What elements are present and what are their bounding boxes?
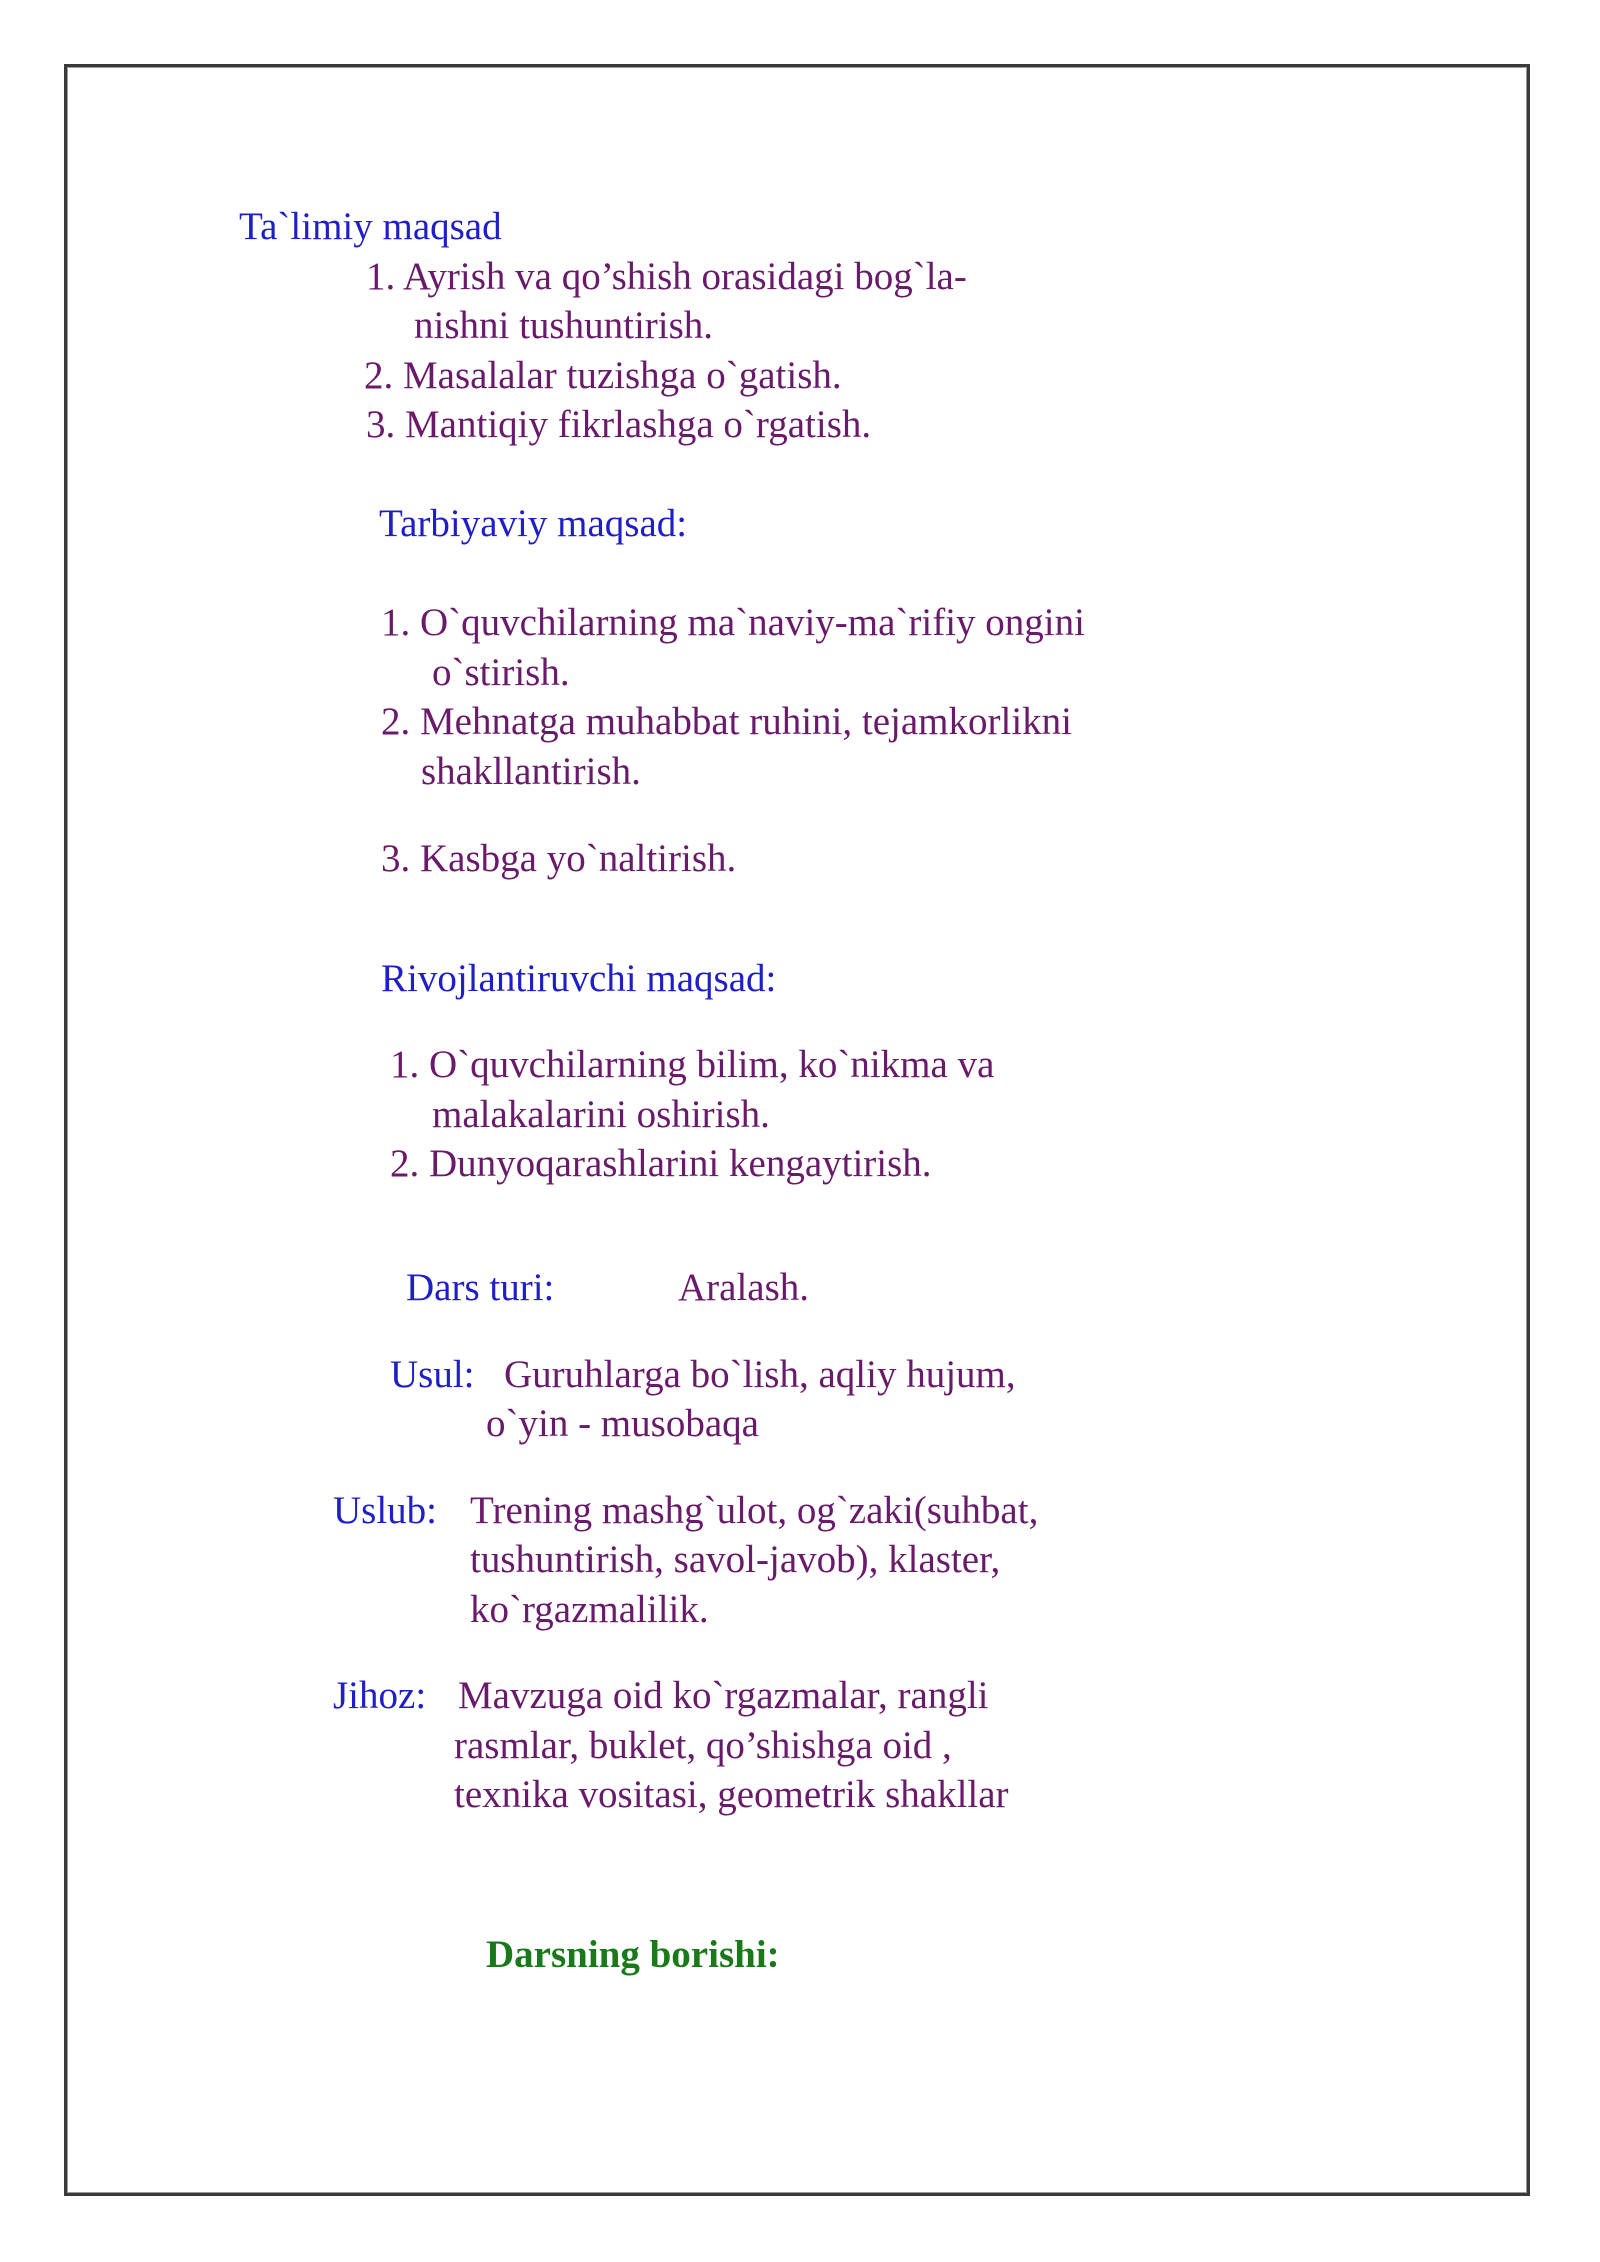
darsning-borishi-heading: Darsning borishi: [486, 1933, 780, 1976]
jihoz-line-2: rasmlar, buklet, qo’shishga oid , [454, 1724, 952, 1767]
tarbiyaviy-item-1: 1. O`quvchilarning ma`naviy-ma`rifiy ongini [381, 601, 1085, 644]
talimiy-item-3: 3. Mantiqiy fikrlashga o`rgatish. [366, 403, 872, 446]
tarbiyaviy-item-2-cont: shakllantirish. [421, 750, 641, 793]
rivojlantiruvchi-heading: Rivojlantiruvchi maqsad: [381, 957, 777, 1000]
tarbiyaviy-item-3: 3. Kasbga yo`naltirish. [381, 837, 737, 880]
talimiy-item-1-cont: nishni tushuntirish. [414, 304, 714, 347]
uslub-line-3: ko`rgazmalilik. [470, 1588, 709, 1631]
uslub-line-1: Trening mashg`ulot, og`zaki(suhbat, [470, 1489, 1039, 1532]
usul-label: Usul: [390, 1353, 475, 1396]
uslub-line-2: tushuntirish, savol-javob), klaster, [470, 1538, 1001, 1581]
usul-line-2: o`yin - musobaqa [486, 1402, 759, 1445]
tarbiyaviy-heading: Tarbiyaviy maqsad: [379, 502, 688, 545]
talimiy-item-2: 2. Masalalar tuzishga o`gatish. [364, 354, 842, 397]
tarbiyaviy-item-1-cont: o`stirish. [432, 651, 570, 694]
uslub-label: Uslub: [333, 1489, 438, 1532]
talimiy-item-1: 1. Ayrish va qo’shish orasidagi bog`la- [366, 255, 967, 298]
tarbiyaviy-item-2: 2. Mehnatga muhabbat ruhini, tejamkorlikni [381, 700, 1073, 743]
rivojlantiruvchi-item-2: 2. Dunyoqarashlarini kengaytirish. [390, 1142, 932, 1185]
rivojlantiruvchi-item-1-cont: malakalarini oshirish. [432, 1093, 770, 1136]
jihoz-label: Jihoz: [333, 1674, 427, 1717]
dars-turi-value: Aralash. [678, 1266, 810, 1309]
jihoz-line-1: Mavzuga oid ko`rgazmalar, rangli [458, 1674, 989, 1717]
rivojlantiruvchi-item-1: 1. O`quvchilarning bilim, ko`nikma va [390, 1043, 995, 1086]
dars-turi-label: Dars turi: [406, 1266, 555, 1309]
talimiy-heading: Ta`limiy maqsad [239, 205, 502, 248]
jihoz-line-3: texnika vositasi, geometrik shakllar [454, 1773, 1009, 1816]
usul-line-1: Guruhlarga bo`lish, aqliy hujum, [504, 1353, 1016, 1396]
